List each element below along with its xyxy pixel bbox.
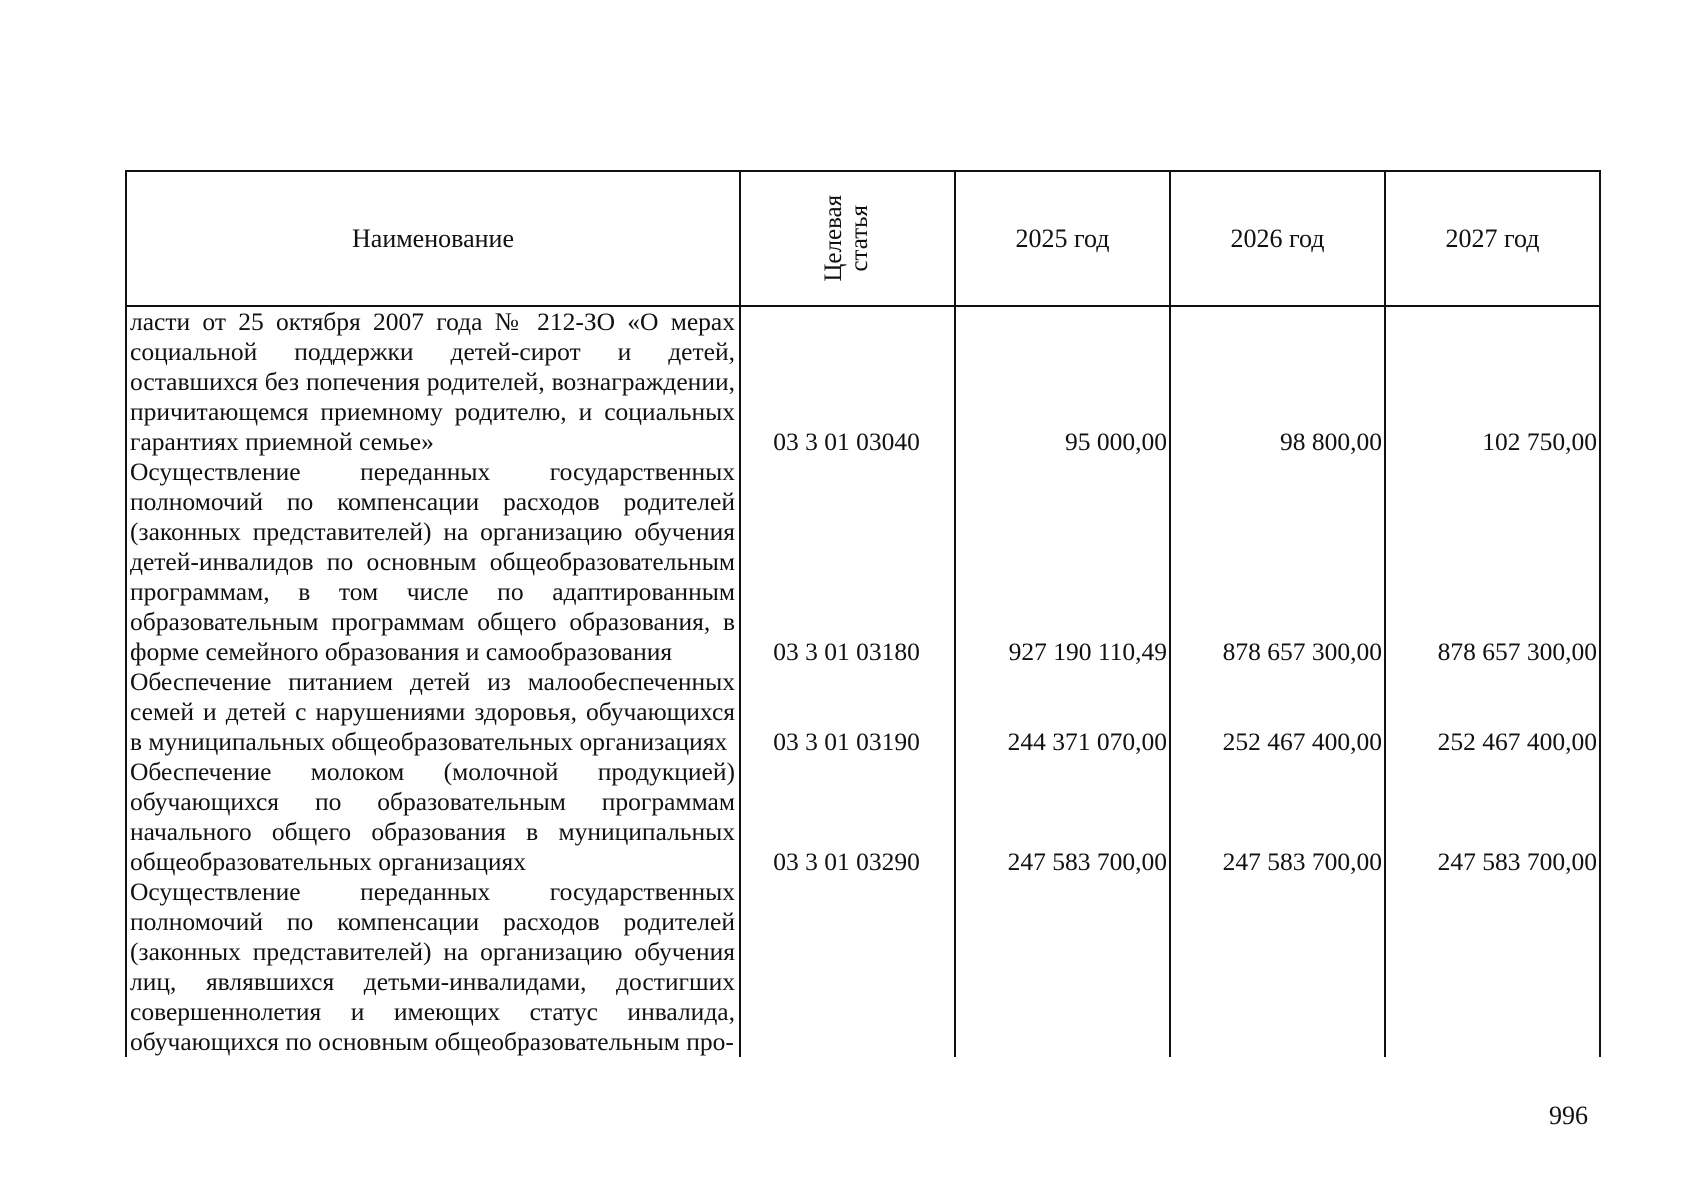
row-name: ласти от 25 октября 2007 года № 212-ЗО «О мерах социальной поддержки детей-сирот и детей, оставшихся без попечения родителей, вознаграждении, причитающемся приемному родителю, и социальных гарантиях приемной семье» — [126, 306, 740, 457]
row-value-2025: 244 371 070,00 — [955, 667, 1170, 757]
table-row — [126, 667, 1600, 757]
row-value-2025: 247 583 700,00 — [955, 757, 1170, 877]
row-value-2027: 247 583 700,00 — [1385, 757, 1600, 877]
row-value-2027: 252 467 400,00 — [1385, 667, 1600, 757]
table-body — [126, 306, 1600, 1057]
row-value-2027: 102 750,00 — [1385, 306, 1600, 457]
row-value-2025 — [955, 877, 1170, 1057]
row-code: 03 3 01 03180 — [740, 457, 955, 667]
row-value-2026: 247 583 700,00 — [1170, 757, 1385, 877]
header-2027: 2027 год — [1385, 171, 1600, 306]
row-value-2025: 95 000,00 — [955, 306, 1170, 457]
row-name: Осуществление переданных государственных полномочий по компенсации расходов родителей (законных представителей) на организацию обучения лиц, являвшихся детьми-инвалидами, достигших совершеннолетия и имеющих статус инвалида, обучающихся по основным общеобразовательным про- — [126, 877, 740, 1057]
header-target-article-label — [821, 195, 874, 282]
table-row — [126, 877, 1600, 1057]
table-row — [126, 457, 1600, 667]
row-name: Обеспечение молоком (молочной продукцией) обучающихся по образовательным программам начального общего образования в муниципальных общеобразовательных организациях — [126, 757, 740, 877]
row-code: 03 3 01 03190 — [740, 667, 955, 757]
header-target-article — [740, 171, 955, 306]
table-row — [126, 757, 1600, 877]
header-code-line1: Целевая — [820, 194, 848, 282]
row-code — [740, 877, 955, 1057]
row-value-2025: 927 190 110,49 — [955, 457, 1170, 667]
row-value-2026 — [1170, 877, 1385, 1057]
row-code: 03 3 01 03040 — [740, 306, 955, 457]
row-value-2027: 878 657 300,00 — [1385, 457, 1600, 667]
row-code: 03 3 01 03290 — [740, 757, 955, 877]
header-2025: 2025 год — [955, 171, 1170, 306]
row-value-2026: 252 467 400,00 — [1170, 667, 1385, 757]
header-code-line2: статья — [846, 204, 874, 272]
header-name: Наименование — [126, 171, 740, 306]
row-name: Обеспечение питанием детей из малообеспеченных семей и детей с нарушениями здоровья, обучающихся в муниципальных общеобразовательных организациях — [126, 667, 740, 757]
page-number: 996 — [1549, 1101, 1588, 1130]
header-2026: 2026 год — [1170, 171, 1385, 306]
row-value-2026: 878 657 300,00 — [1170, 457, 1385, 667]
budget-table — [125, 170, 1601, 1057]
row-value-2026: 98 800,00 — [1170, 306, 1385, 457]
table-header — [126, 171, 1600, 306]
table-row — [126, 306, 1600, 457]
row-value-2027 — [1385, 877, 1600, 1057]
row-name: Осуществление переданных государственных полномочий по компенсации расходов родителей (законных представителей) на организацию обучения детей-инвалидов по основным общеобразовательным программам, в том числе по адаптированным образовательным программам общего образования, в форме семейного образования и самообразования — [126, 457, 740, 667]
header-row — [126, 171, 1600, 306]
